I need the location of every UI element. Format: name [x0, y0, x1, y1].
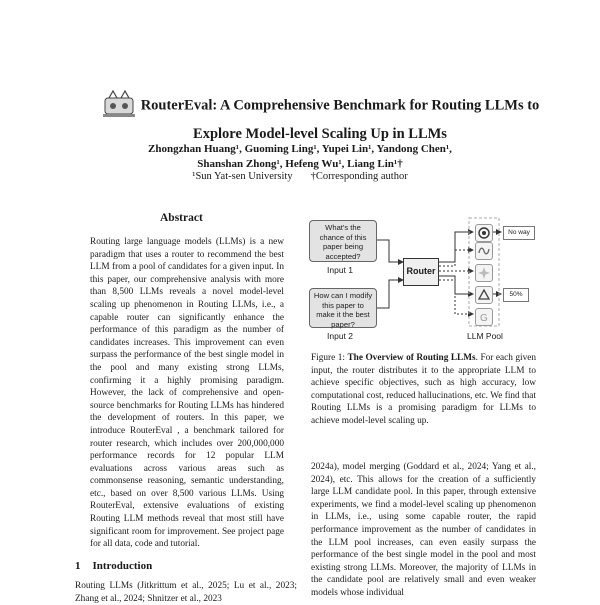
input-1-box: What's the chance of this paper being accepted? [309, 220, 377, 262]
svg-text:G: G [480, 313, 488, 324]
authors-line-2: Shanshan Zhong¹, Hefeng Wu¹, Liang Lin¹† [197, 158, 403, 170]
abstract-heading: Abstract [160, 212, 203, 224]
caption-body: . For each given input, the router distributes it to the appropriate LLM to achieve specific objectives, such as high accuracy, low computational cost, reduced hallucinations, etc. We find that Routing LLMs is a promising paradigm for LLMs to achieve model-level scaling up. [311, 353, 537, 426]
title-line-2: Explore Model-level Scaling Up in LLMs [193, 126, 447, 142]
abstract-text: Routing large language models (LLMs) is a new paradigm that uses a router to recommend the best LLM from a pool of candidates for a given input. In this paper, our comprehensive analysis with more than 8,500 LLMs reveals a novel model-level scaling up phenomenon in Routing LLMs, i.e., a capable router can significantly enhance the performance of this paradigm as the number of candidates increases. This improvement can even surpass the performance of the best single model in the pool and many existing strong LLMs, confirming it a highly promising paradigm. However, the lack of comprehensive and open-source benchmarks for Routing LLMs has hindered the development of routers. In this paper, we introduce RouterEval , a benchmark tailored for router research, which includes over 200,000,000 performance records for 12 popular LLM evaluations across various areas such as commonsense reasoning, semantic understanding, etc., based on over 8,500 various LLMs. Using RouterEval, extensive evaluations of existing Routing LLM methods reveal that most still have significant room for improvement. See project page for all data, code and tutorial. [90, 237, 284, 550]
section-title: Introduction [92, 560, 153, 572]
llm-star-icon [475, 264, 493, 282]
routereval-logo-icon [101, 88, 137, 124]
llm-generic-icon [475, 308, 493, 326]
caption-title: The Overview of Routing LLMs [347, 353, 476, 363]
input-1-label: Input 1 [327, 265, 353, 275]
response-tag-50-percent: 50% [503, 288, 529, 302]
right-column-text: 2024a), model merging (Goddard et al., 2024; Yang et al., 2024), etc. This allows for the creation of a sufficiently large LLM candidate pool. In this paper, through extensive experiments, we find a model-level scaling up phenomenon in LLMs, i.e., using some capable router, the rapid performance improvement as the number of candidates in the LLM pool increases, can even easily surpass the performance of the best single model in the pool and most existing strong LLMs. Moreover, the majority of LLMs in the candidate pool are relatively small and even weaker models whose individual [311, 462, 536, 598]
llm-pool-label: LLM Pool [467, 331, 503, 341]
affiliation: ¹Sun Yat-sen University [192, 171, 293, 182]
corresponding-note: †Corresponding author [310, 171, 408, 182]
input-2-label: Input 2 [327, 331, 353, 341]
caption-prefix: Figure 1: [311, 353, 348, 363]
affiliation-line [60, 171, 540, 182]
section-number: 1 [75, 560, 81, 572]
llm-model-icon [475, 286, 493, 304]
figure-routing-overview [305, 210, 535, 350]
author-list [60, 142, 540, 172]
paper-title [60, 88, 580, 144]
llm-openai-icon [475, 224, 493, 242]
response-tag-no-way: No way [503, 226, 535, 240]
figure-caption [311, 352, 536, 428]
input-2-box: How can I modify this paper to make it the best paper? [309, 288, 377, 328]
llm-meta-icon [475, 242, 493, 260]
introduction-text: Routing LLMs (Jitkrittum et al., 2025; Lu et al., 2023; Zhang et al., 2024; Shnitzer et al., 2023 [75, 581, 297, 604]
title-line-1: RouterEval: A Comprehensive Benchmark for Routing LLMs to [140, 97, 540, 114]
router-box: Router [403, 258, 439, 286]
authors-line-1: Zhongzhan Huang¹, Guoming Ling¹, Yupei Lin¹, Yandong Chen¹, [148, 143, 452, 155]
section-heading-introduction [75, 560, 152, 572]
